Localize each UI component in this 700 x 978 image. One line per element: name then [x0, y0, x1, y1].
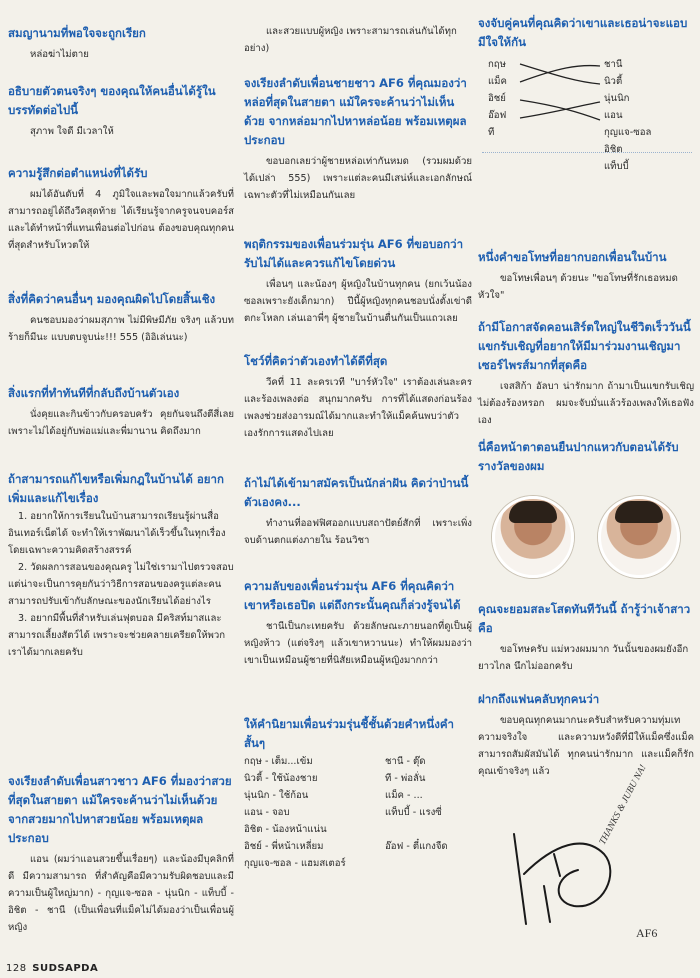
list-item: 3. อยากมีพื้นที่สำหรับเล่นฟุตบอล มีคริสท์มาสและสามารถเลี้ยงสัตว์ได้ เพราะจะช่วยคลายเครียดให้พวกเราได้มากเลยครับ [8, 613, 226, 658]
qa-definitions [244, 715, 472, 872]
hair-shape [509, 501, 557, 523]
question: คุณจะยอมสละโสดทันทีวันนี้ ถ้ารู้ว่าเจ้าสาวคือ [478, 602, 691, 635]
answer: สุภาพ ใจดี มีเวลาให้ [30, 126, 114, 137]
question: โชว์ที่คิดว่าตัวเองทำได้ดีที่สุด [244, 354, 388, 368]
match-right-item: แอน [604, 110, 623, 121]
question: นี่คือหน้าตาตอนยืนปากแหวกับตอนได้รับรางวัลของผม [478, 440, 679, 473]
page-footer [6, 963, 98, 974]
answer: เจสสิก้า อัลบา น่ารักมาก ถ้ามาเป็นแขกรับเชิญ ไม่ต้องร้องหรอก ผมจะจับมั่นแล้วร้องเพลงให้เธอฟังเอง [478, 381, 694, 426]
qa-ranking-feeling [8, 164, 234, 254]
match-left-item: กฤษ [488, 59, 506, 70]
qa-describe-self [8, 82, 234, 140]
answer: และสวยแบบผู้หญิง เพราะสามารถเล่นกันได้ทุกอย่าง) [244, 26, 457, 54]
qa-concert-guest [478, 318, 694, 429]
qa-nickname [8, 24, 234, 63]
question: สิ่งที่คิดว่าคนอื่นๆ มองคุณผิดไปโดยสิ้นเชิง [8, 292, 216, 306]
answer: ขอบคุณทุกคนมากนะครับสำหรับความทุ่มเท ความจริงใจ และความหวังดีที่มีให้แม็คซึ่งแม็คสามารถสัมผัสมันได้ ทุกคนน่ารักมาก และแม็คก็รักคุณเข้าจริงๆ แล้ว [478, 715, 694, 777]
qa-match-couples [478, 14, 694, 186]
answer: ผมได้อันดับที่ 4 ภูมิใจและพอใจมากแล้วครับที่สามารถอยู่ได้ถึงวีคสุดท้าย ได้เรียนรู้จากครูจนจบคอร์ส และได้ทำหน้าที่แทนเพื่อนต่อไปก่อน ต้องขอบคุณทุกคนที่สุดสำหรับโหวตให้ [8, 189, 234, 251]
sig-stroke [544, 886, 550, 922]
list-item: 2. วัดผลการสอนของคุณครู ไม่ใช่เรามาไปตรวจสอบ แต่น่าจะเป็นการคุยกันว่าวิธีการสอนของครูแต่ละคนสามารถปรับเข้ากับลักษณะของนักเรียนได้อย่างไร [8, 562, 234, 607]
qa-marry [478, 600, 694, 675]
table-row: อิชย์ - พี่หน้าเหลี่ยม อ๊อฟ - ตี๋แกงจืด [244, 841, 448, 852]
question: หนึ่งคำขอโทษที่อยากบอกเพื่อนในบ้าน [478, 250, 667, 264]
sig-stroke [524, 844, 610, 907]
table-row: กุญแจ-ซอล - แฮมสเตอร์ [244, 858, 346, 869]
answer: ขอบอกเลยว่าผู้ชายหล่อเท่ากันหมด (รวมผมด้วยได้เปล่า 555) เพราะแต่ละคนมีเสน่ห์และเอกลักษณ์เฉพาะตัวที่ไม่เหมือนกันเลย [244, 156, 472, 201]
question: สมญานามที่พอใจจะถูกเรียก [8, 26, 146, 40]
question: ถ้าไม่ได้เข้ามาสมัครเป็นนักล่าฝัน คิดว่าป่านนี้ตัวเองคง... [244, 476, 469, 509]
answer: เพื่อนๆ และน้องๆ ผู้หญิงในบ้านทุกคน (ยกเว้นน้องซอลเพราะยังเด็กมาก) ปีนี้ผู้หญิงทุกคนชอบนั่งตั้งเข่าดีตกะโหลก เล่นเอาพี่ๆ ผู้ชายในบ้านตื่นกันเป็นแถวเลย [244, 279, 472, 324]
match-left-item: อิชย์ [488, 93, 506, 104]
question: ความรู้สึกต่อตำแหน่งที่ได้รับ [8, 166, 148, 180]
qa-apology [478, 248, 694, 304]
match-left-item: อ๊อฟ [488, 110, 507, 121]
qa-house-rules [8, 470, 234, 661]
page-number: 128 [6, 963, 27, 974]
answer: วีคที่ 11 ละครเวที "บาร์หัวใจ" เราต้องเล่นละครและร้องเพลงต่อ สนุกมากครับ การที่ได้แสดงก่อนร้องเพลงช่วยส่งอารมณ์ได้มากและทำให้แม็คค้นพบว่าตัวเองรักการแสดงไปเลย [244, 377, 472, 439]
table-row: อิชิต - น้องหน้าแน่น [244, 824, 327, 835]
question: จงเรียงลำดับเพื่อนชายชาว AF6 ที่คุณมองว่าหล่อที่สุดในสายตา แม้ใครจะค้านว่าไม่เห็นด้วย จากหล่อมากไปหาหล่อน้อย พร้อมเหตุผลประกอบ [244, 76, 467, 147]
match-right-item: แท็บบี้ [604, 161, 629, 172]
signature-area [478, 763, 694, 956]
answer: ทำงานที่ออฟฟิศออกแบบสถาปัตย์สักที่ เพราะเพิ่งจบด้านตกแต่งภายใน ร้อนวิชา [244, 518, 472, 546]
qa-if-not-af [244, 474, 472, 549]
definitions-table [244, 753, 472, 872]
portrait-photo-neutral [492, 496, 574, 578]
table-row: กฤษ - เต็ม...เข้ม ชานี - ตุ๊ด [244, 756, 426, 767]
question: จงเรียงลำดับเพื่อนสาวชาว AF6 ที่มองว่าสวยที่สุดในสายตา แม้ใครจะค้านว่าไม่เห็นด้วย จากสวยมากไปหาสวยน้อย พร้อมเหตุผลประกอบ [8, 774, 232, 845]
match-right-item: กุญแจ-ซอล [604, 127, 652, 138]
hair-shape [615, 501, 663, 523]
signature-note: THANKS & JUBU NA! [598, 763, 649, 847]
qa-prettiest-girls [8, 772, 234, 936]
qa-misjudged [8, 290, 234, 346]
divider [482, 152, 692, 153]
portrait-photo-grin [598, 496, 680, 578]
qa-handsomest-guys [244, 74, 472, 204]
question: พฤติกรรมของเพื่อนร่วมรุ่น AF6 ที่ขอบอกว่ารับไม่ได้และควรแก้ไขโดยด่วน [244, 237, 464, 270]
question: จงจับคู่คนที่คุณคิดว่าเขาและเธอน่าจะแอบมีใจให้กัน [478, 16, 688, 49]
match-left-item: แม็ค [488, 76, 507, 87]
list-item: 1. อยากให้การเรียนในบ้านสามารถเรียนรู้ผ่านสื่ออินเทอร์เน็ตได้ จะทำให้เราพัฒนาได้เร็วขึ้นในทุกเรื่อง โดยเฉพาะความคิดสร้างสรรค์ [8, 511, 226, 556]
match-right-item: นุ่นนิก [604, 93, 630, 104]
qa-first-thing-home [8, 384, 234, 440]
match-right-list [604, 56, 651, 175]
signature-label: AF6 [636, 926, 658, 940]
question: อธิบายตัวตนจริงๆ ของคุณให้คนอื่นได้รู้ในบรรทัดต่อไปนี้ [8, 84, 216, 117]
match-diagram [478, 56, 694, 186]
answer: หล่อฆ่าไม่ตาย [30, 49, 89, 60]
match-right-item: นิวตี้ [604, 76, 623, 87]
qa-secret [244, 577, 472, 669]
qa-best-show [244, 352, 472, 442]
match-lines [478, 56, 694, 186]
answer: นั่งคุยและกินข้าวกับครอบครัว คุยกันจนถึงตีสี่เลย เพราะไม่ได้อยู่กับพ่อแม่และพี่มานาน คิดถึงมาก [8, 409, 234, 437]
continued-text [244, 20, 472, 57]
question: ถ้าสามารถแก้ไขหรือเพิ่มกฎในบ้านได้ อยากเพิ่มและแก้ไขเรื่อง [8, 472, 224, 505]
question: ความลับของเพื่อนร่วมรุ่น AF6 ที่คุณคิดว่าเขาหรือเธอปิด แต่ถึงกระนั้นคุณก็ล่วงรู้จนได้ [244, 579, 461, 612]
qa-faces [478, 438, 694, 476]
answer: ขอโทษเพื่อนๆ ด้วยนะ "ขอโทษที่รักเธอหมดหัวใจ" [478, 273, 678, 301]
answer: คนชอบมองว่าผมสุภาพ ไม่มีพิษมีภัย จริงๆ แล้วบทร้ายก็มีนะ แบบตบจูบน่ะ!!! 555 (อิอิเล่นนะ) [8, 315, 234, 343]
qa-fanclub [478, 690, 694, 780]
match-right-item: อิชิต [604, 144, 623, 155]
magazine-brand: SUDSAPDA [32, 963, 99, 974]
answer: ขอโทษครับ แม่หวงผมมาก วันนั้นของผมยังอีกยาวไกล นึกไม่ออกครับ [478, 644, 689, 672]
question: ให้คำนิยามเพื่อนร่วมรุ่นชี้ชั้นด้วยคำหนึ่งคำสั้นๆ [244, 717, 455, 750]
table-row: แอน - จอบ แท็บบี้ - แรงซี่ [244, 807, 442, 818]
sig-stroke [514, 834, 526, 924]
question: ฝากถึงแฟนคลับทุกคนว่า [478, 692, 600, 706]
match-left-item: ที [488, 127, 495, 138]
match-right-item: ชานี [604, 59, 623, 70]
question: ถ้ามีโอกาสจัดคอนเสิร์ตใหญ่ในชีวิตเร็ววันนี้ แขกรับเชิญที่อยากให้มีมาร่วมงานเชิญมาเซอร์ไพรส์มากที่สุดคือ [478, 320, 691, 372]
qa-bad-behavior [244, 235, 472, 327]
match-line [520, 64, 600, 84]
answer: แอน (ผมว่าแอนสวยขึ้นเรื่อยๆ) และน้องมีบุคลิกที่ดี มีความสามารถ ที่สำคัญคือมีความรับผิดชอบและมีความเป็นผู้ใหญ่มาก) - กุญแจ-ซอล - นุ่นนิก - แท็บบี้ - อิชิต - ชานี (เป็นเพื่อนที่แม็คไม่ได้มองว่าเป็นเพื่อนผู้หญิง [8, 854, 234, 933]
table-row: นิวตี้ - ใช้น้องชาย ที - พ่อลั่น [244, 773, 426, 784]
sig-stroke [554, 854, 560, 876]
question: สิ่งแรกที่ทำทันทีที่กลับถึงบ้านตัวเอง [8, 386, 180, 400]
table-row: นุ่นนิก - ใช้ก้อน แม็ค - ... [244, 790, 423, 801]
answer: ชานีเป็นกะเทยครับ ด้วยลักษณะภายนอกที่ดูเป็นผู้หญิงห้าว (แต่จริงๆ แล้วเขาหวานนะ) ทำให้ผมมองว่าเขาเป็นเหมือนผู้ชายที่นิสัยเหมือนผู้หญิงมากกว่า [244, 621, 472, 666]
match-left-list [488, 56, 507, 141]
